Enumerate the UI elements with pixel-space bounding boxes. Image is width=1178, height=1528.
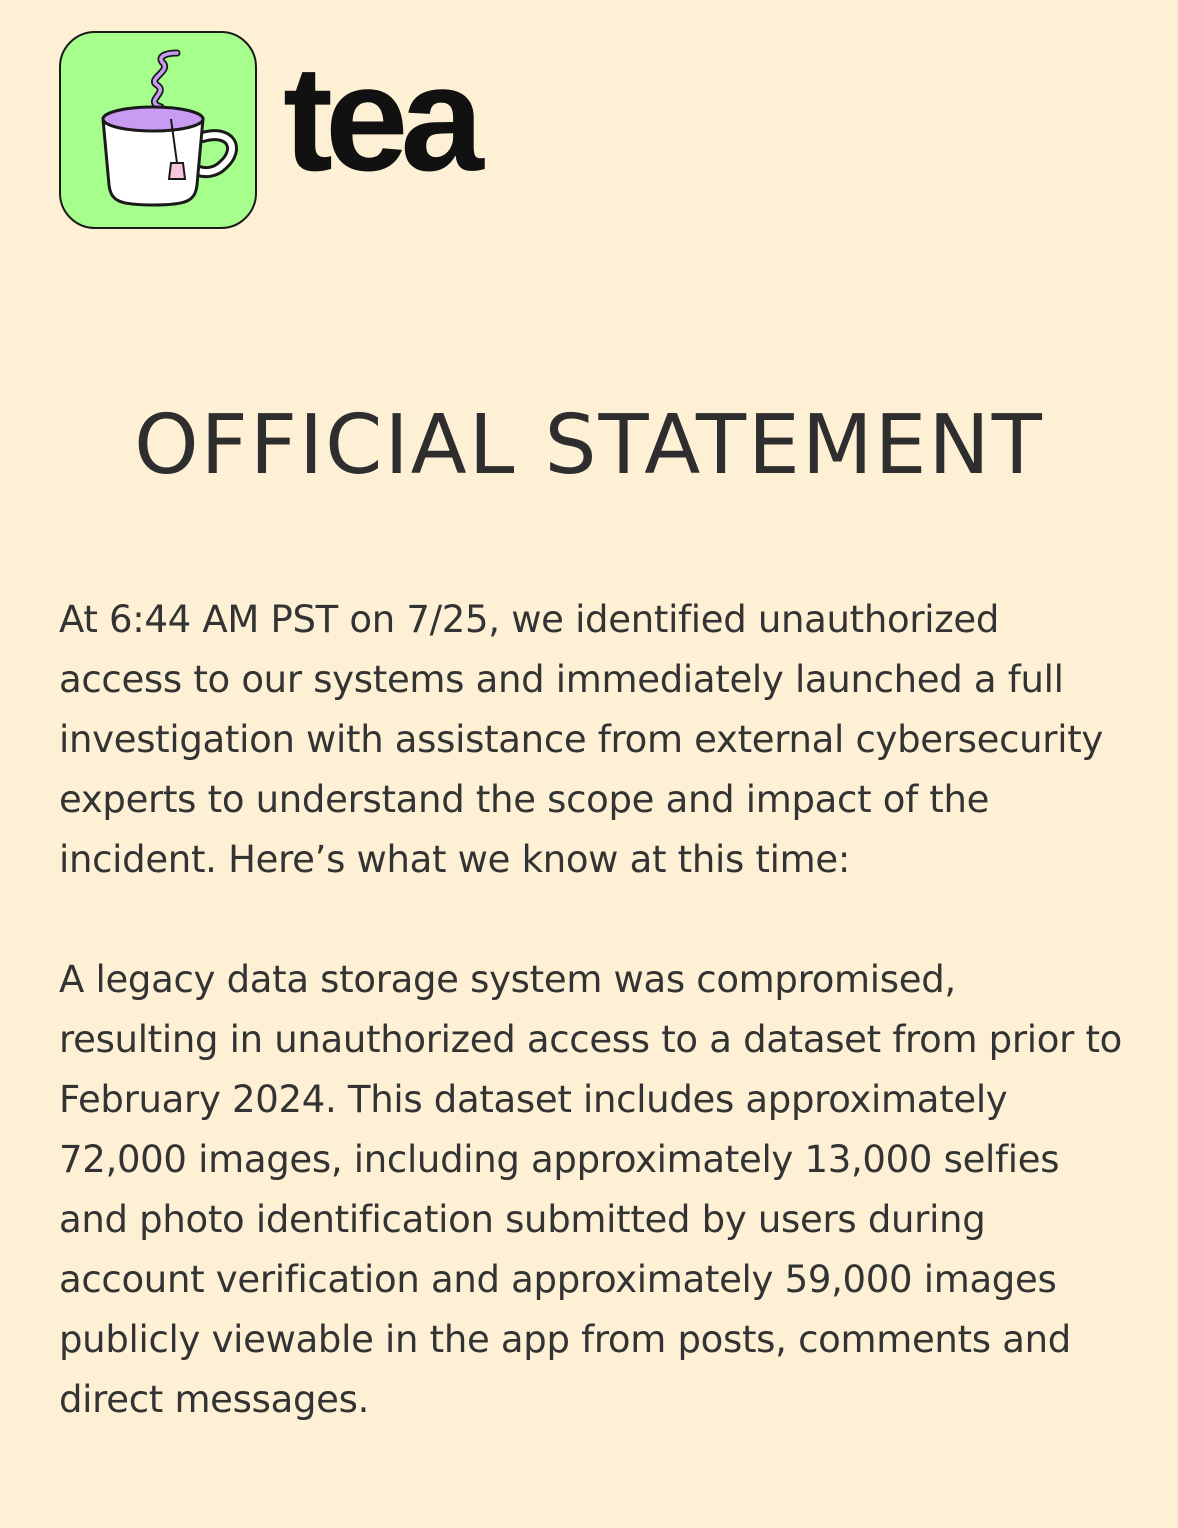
header bbox=[59, 30, 476, 230]
statement-paragraph: A legacy data storage system was compromised, resulting in unauthorized access to a dataset from prior to February 2024. This dataset includes approximately 72,000 images, including approximately 13,000 selfies and photo identification submitted by users during account verification and approximately 59,000 images publicly viewable in the app from posts, comments and direct messages. bbox=[59, 958, 1123, 1421]
tea-cup-icon bbox=[73, 45, 243, 215]
app-logo bbox=[59, 31, 257, 229]
statement-paragraph: At 6:44 AM PST on 7/25, we identified unauthorized access to our systems and immediately launched a full investigation with assistance from external cybersecurity experts to understand the scope and impact of the incident. Here’s what we know at this time: bbox=[59, 598, 1103, 881]
brand-wordmark: tea bbox=[283, 34, 476, 202]
page-title: OFFICIAL STATEMENT bbox=[134, 398, 1044, 493]
statement-body bbox=[59, 590, 1124, 1430]
